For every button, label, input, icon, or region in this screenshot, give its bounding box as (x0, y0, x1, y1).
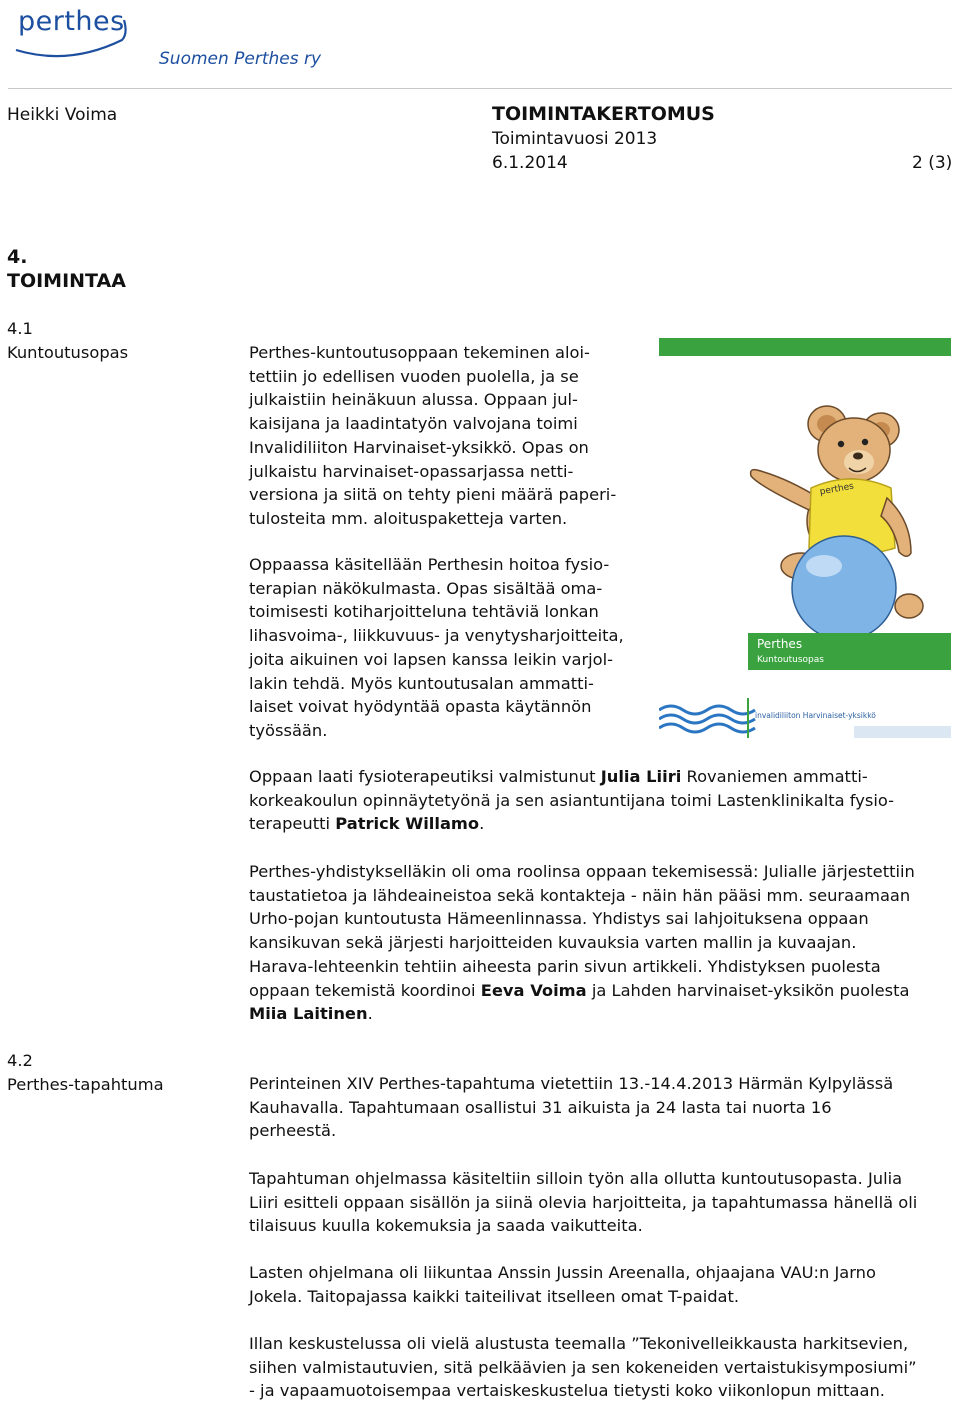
vest-label: perthes (819, 481, 855, 498)
text-line: lakin tehdä. Myös kuntoutusalan ammatti- (249, 673, 594, 693)
text-line: kansikuvan sekä järjesti harjoitteiden kuvauksia varten mallin ja kuvaajan. (249, 933, 857, 953)
text-line: Miia Laitinen. (249, 1004, 373, 1024)
cover-publisher: invalidiliiton Harvinaiset-yksikkö (755, 711, 876, 720)
text-line: perheestä. (249, 1121, 337, 1141)
text-line: Oppaassa käsitellään Perthesin hoitoa fysio- (249, 555, 610, 574)
paragraph-children-program (249, 1261, 954, 1308)
text-line: taustatietoa ja lähdeaineistoa sekä kontakteja - näin hän pääsi mm. seuraamaan (249, 885, 911, 905)
paragraph-content (249, 553, 649, 743)
person-name: Miia Laitinen (249, 1004, 368, 1024)
text-line: tilaisuus kuulla kokemuksia ja saada vaikutteita. (249, 1216, 643, 1236)
text-line: tulosteita mm. aloituspaketteja varten. (249, 508, 568, 528)
subsection-number: 4.2 (7, 1051, 33, 1070)
text-line: versiona ja siitä on tehty pieni määrä paperi- (249, 485, 617, 505)
section-heading (7, 245, 237, 293)
text-line: laiset voivat hyödyntää opasta käytännön (249, 697, 592, 717)
text-line: Oppaan laati fysioterapeutiksi valmistunut Julia Liiri Rovaniemen ammatti- (249, 767, 868, 786)
text-line: tettiin jo edellisen vuoden puolella, ja se (249, 366, 579, 386)
subsection-title: Kuntoutusopas (7, 342, 129, 362)
person-name: Patrick Willamo (335, 814, 480, 834)
document-title: TOIMINTAKERTOMUS (492, 103, 715, 125)
text-line: Urho-pojan kuntoutusta Hämeenlinnassa. Yhdistys sai lahjoituksena oppaan (249, 909, 869, 929)
person-name: Eeva Voima (480, 980, 587, 1000)
text-line: julkaistiin heinäkuun alussa. Oppaan jul- (249, 390, 578, 410)
document-subtitle: Toimintavuosi 2013 (492, 129, 658, 149)
header-divider (8, 88, 952, 89)
text-line: Perthes-kuntoutusoppaan tekeminen aloi- (249, 343, 590, 362)
text-line: Harava-lehteenkin tehtiin aiheesta parin sivun artikkeli. Yhdistyksen puolesta (249, 956, 881, 976)
text-line: oppaan tekemistä koordinoi Eeva Voima ja Lahden harvinaiset-yksikön puolesta (249, 980, 910, 1000)
document-date: 6.1.2014 (492, 153, 568, 173)
paragraph-event (249, 1072, 954, 1143)
bear-ball-illustration (659, 338, 951, 738)
paragraph-intro (249, 341, 649, 531)
text-line: lihasvoima-, liikkuvuus- ja venytysharjoitteita, (249, 626, 624, 646)
subsection-title: Perthes-tapahtuma (7, 1074, 164, 1094)
author-name: Heikki Voima (7, 105, 118, 125)
cover-subtitle: Kuntoutusopas (757, 655, 824, 665)
text-line: siihen valmistautuvien, sitä pelkäävien ja sen kokeneiden vertaistukisymposiumi” (249, 1357, 917, 1377)
organization-name: Suomen Perthes ry (159, 49, 322, 69)
paragraph-program (249, 1167, 954, 1238)
page-number: 2 (3) (912, 153, 953, 173)
text-line: Tapahtuman ohjelmassa käsiteltiin silloin työn alla ollutta kuntoutusopasta. Julia (249, 1169, 903, 1188)
guide-cover-illustration (659, 338, 951, 738)
subsection-heading-4-2 (7, 1049, 237, 1096)
text-line: toimisesti kotiharjoitteluna tehtäviä lonkan (249, 602, 599, 622)
text-line: - ja vapaamuotoisempaa vertaiskeskustelua tietysti koko viikonlopun mittaan. (249, 1381, 885, 1401)
paragraph-evening-discussion (249, 1332, 954, 1403)
cover-title: Perthes (757, 637, 803, 651)
text-line: Perinteinen XIV Perthes-tapahtuma vietettiin 13.-14.4.2013 Härmän Kylpylässä (249, 1074, 894, 1093)
subsection-number: 4.1 (7, 319, 33, 338)
text-line: Lasten ohjelmana oli liikuntaa Anssin Jussin Areenalla, ohjaajana VAU:n Jarno (249, 1263, 876, 1282)
text-line: Jokela. Taitopajassa kaikki taiteilivat itselleen omat T-paidat. (249, 1286, 740, 1306)
text-line: terapian näkökulmasta. Opas sisältää oma- (249, 578, 603, 598)
text-line: työssään. (249, 720, 328, 740)
subsection-heading-4-1 (7, 317, 237, 364)
text-line: Perthes-yhdistykselläkin oli oma roolinsa oppaan tekemisessä: Julialle järjestettiin (249, 862, 915, 881)
section-title: TOIMINTAA (7, 270, 126, 292)
person-name: Julia Liiri (600, 767, 682, 786)
text-line: terapeutti Patrick Willamo. (249, 814, 485, 834)
text-line: kaisijana ja laadintatyön valvojana toimi (249, 414, 578, 434)
perthes-logo: perthes (18, 6, 125, 37)
text-line: Kauhavalla. Tapahtumaan osallistui 31 aikuista ja 24 lasta tai nuorta 16 (249, 1097, 832, 1117)
paragraph-association-role (249, 860, 954, 1026)
text-line: julkaistu harvinaiset-opassarjassa netti- (249, 461, 574, 481)
section-number: 4. (7, 246, 28, 268)
text-line: korkeakoulun opinnäytetyönä ja sen asiantuntijana toimi Lastenklinikalta fysio- (249, 790, 894, 810)
text-line: Invalidiliiton Harvinaiset-yksikkö. Opas on (249, 437, 589, 457)
paragraph-authors (249, 765, 949, 836)
text-line: Liiri esitteli oppaan sisällön ja siinä olevia harjoitteita, ja tapahtumassa hänellä oli (249, 1192, 918, 1212)
text-line: Illan keskustelussa oli vielä alustusta teemalla ”Tekonivelleikkausta harkitsevien, (249, 1334, 909, 1353)
text-line: joita aikuinen voi lapsen kanssa leikin varjol- (249, 649, 614, 669)
logo-swoosh-icon (14, 18, 134, 70)
